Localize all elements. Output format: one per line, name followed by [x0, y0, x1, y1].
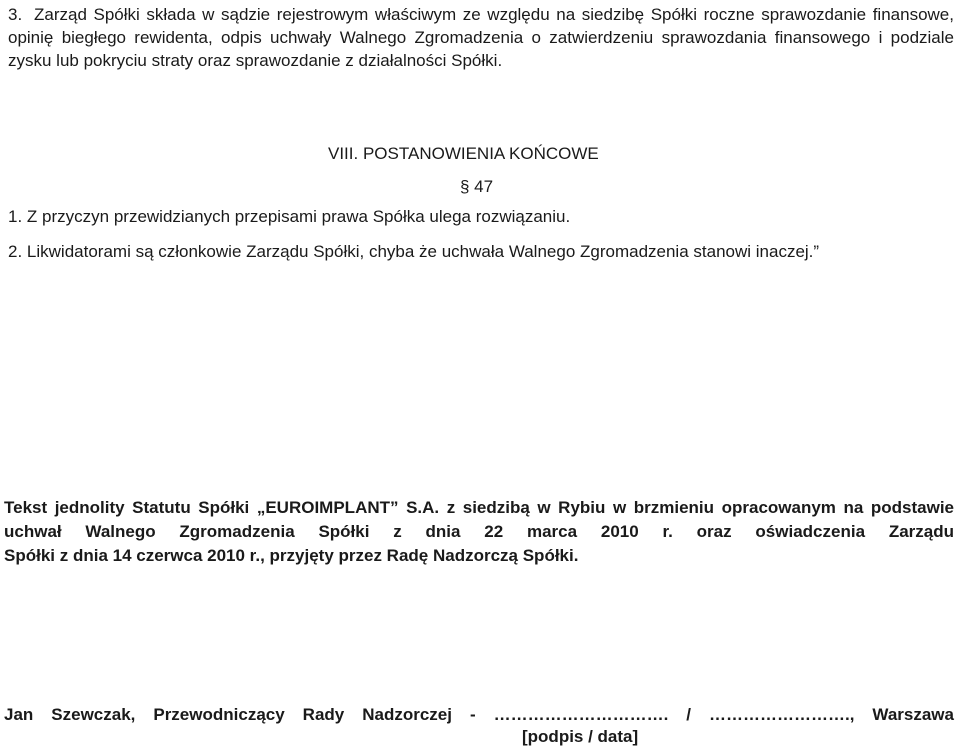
paragraph-3-text: Zarząd Spółki składa w sądzie rejestrowym właściwym ze względu na siedzibę Spółki roczne sprawozdanie finansowe, opinię biegłego rewidenta, odpis uchwały Walnego Zgromadzenia o zatwierdzeniu sprawozdania finansowego i podziale zysku lub pokryciu straty oraz sprawozdanie z działalności Spółki.: [8, 5, 954, 70]
list-item-number: 1.: [8, 207, 23, 226]
signature-line: Jan Szewczak, Przewodniczący Rady Nadzorczej - …………………………. / ……………………., Warszawa: [4, 705, 954, 724]
closing-statement-last: Spółki z dnia 14 czerwca 2010 r., przyjęty przez Radę Nadzorczą Spółki.: [4, 546, 579, 565]
list-item-number: 2.: [8, 242, 23, 261]
paragraph-3-number: 3.: [8, 5, 23, 24]
list-item: [8, 207, 570, 227]
list-item-text: Likwidatorami są członkowie Zarządu Spółki, chyba że uchwała Walnego Zgromadzenia stanowi inaczej.”: [26, 242, 820, 261]
list-item: [8, 242, 819, 262]
signature-caption: [podpis / data]: [522, 727, 639, 746]
paragraph-sign: § 47: [460, 177, 494, 196]
list-item-text: Z przyczyn przewidzianych przepisami prawa Spółka ulega rozwiązaniu.: [26, 207, 571, 226]
paragraph-3: [8, 3, 954, 72]
section-heading: VIII. POSTANOWIENIA KOŃCOWE: [328, 144, 599, 163]
closing-statement: [4, 496, 954, 568]
closing-statement-main: Tekst jednolity Statutu Spółki „EUROIMPLANT” S.A. z siedzibą w Rybiu w brzmieniu opracowanym na podstawie uchwał Walnego Zgromadzenia Spółki z dnia 22 marca 2010 r. oraz oświadczenia Zarządu: [4, 498, 954, 541]
